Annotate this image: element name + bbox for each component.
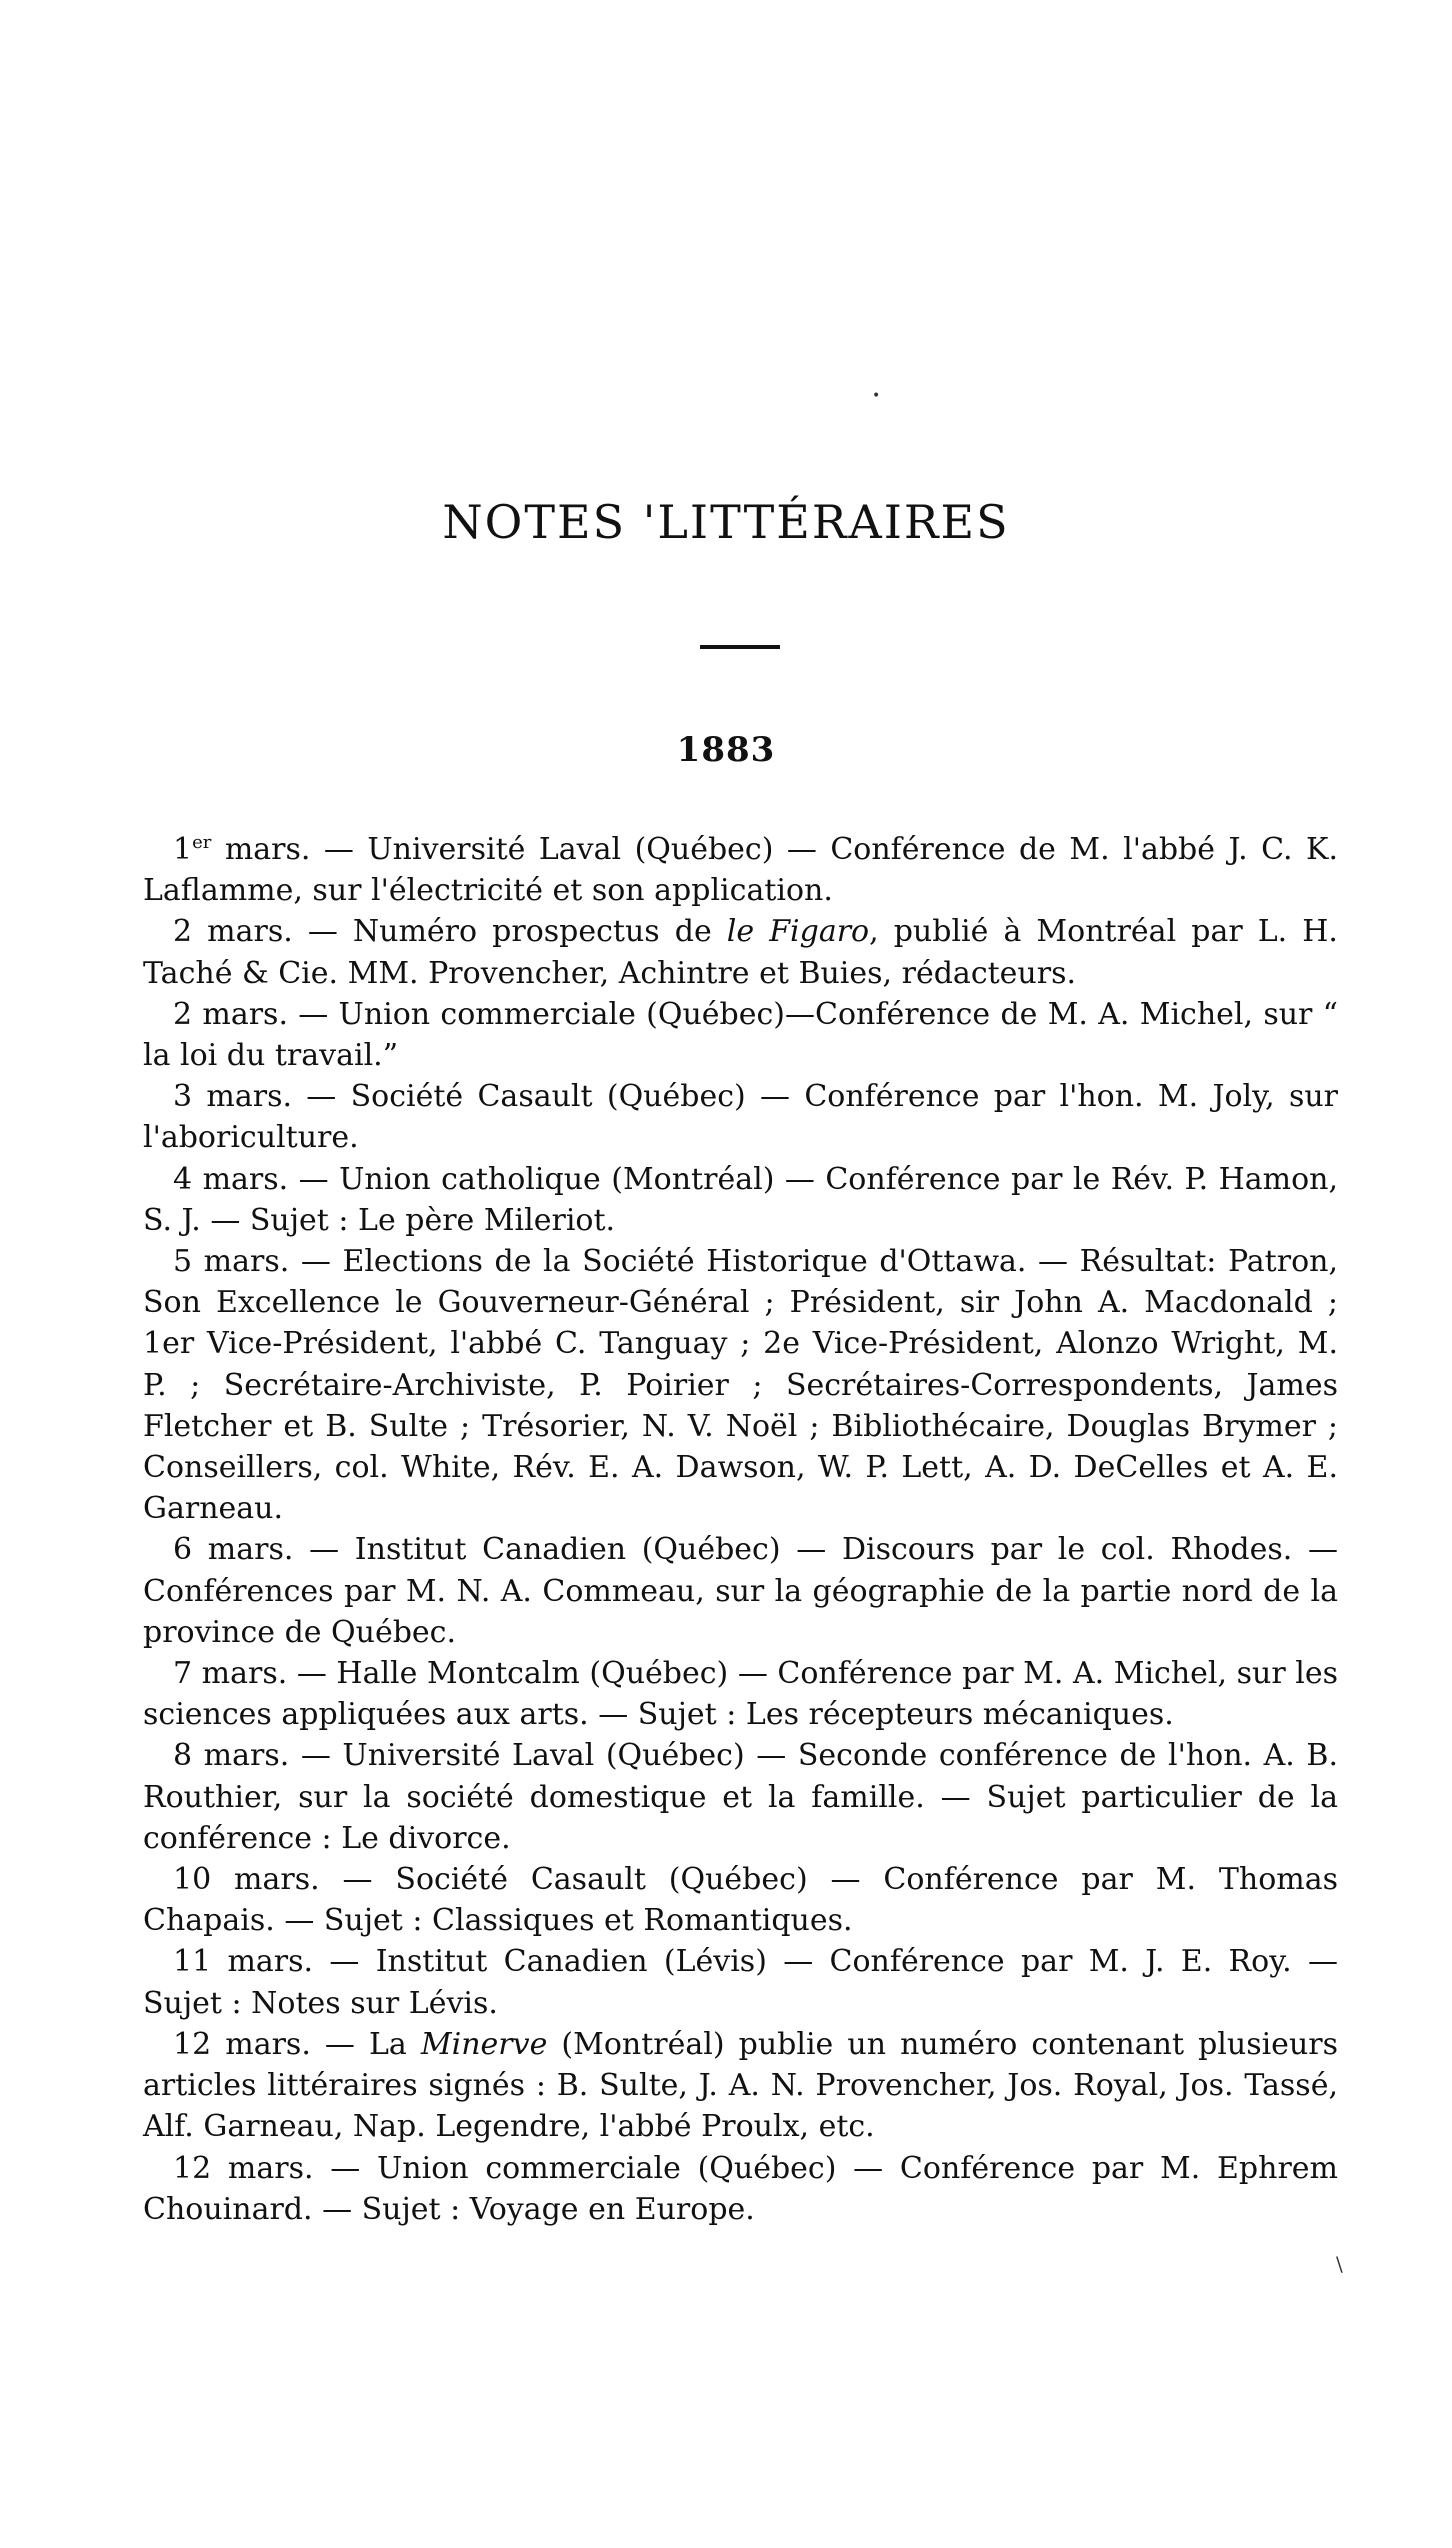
entry-item <box>143 822 1338 911</box>
entry-date: 4 mars. <box>173 1161 289 1197</box>
entry-item <box>143 1735 1338 1859</box>
entry-text: — Institut Canadien (Lévis) — Conférence par M. J. E. Roy. — Sujet : Notes sur Lévis. <box>143 1944 1338 2021</box>
entry-text: — Union commerciale (Québec) — Conférence par M. Ephrem Chouinard. — Sujet : Voyage en Europe. <box>143 2150 1338 2227</box>
entry-item <box>143 1529 1338 1653</box>
entry-date: 3 mars. <box>173 1079 292 1115</box>
entry-item <box>143 1159 1338 1241</box>
entry-text: — Société Casault (Québec) — Conférence par l'hon. M. Joly, sur l'aboriculture. <box>143 1079 1338 1156</box>
entries-list <box>143 822 1338 2230</box>
entry-date: 12 mars. <box>173 2150 314 2186</box>
entry-text: — Halle Montcalm (Québec) — Conférence par M. A. Michel, sur les sciences appliquées aux arts. — Sujet : Les récepteurs mécaniques. <box>143 1656 1338 1733</box>
entry-date: 1er mars. <box>173 832 311 867</box>
entry-text: — Numéro prospectus de <box>292 914 727 950</box>
entry-date: 5 mars. <box>173 1244 290 1280</box>
entry-item <box>143 1076 1338 1158</box>
stray-mark: • <box>872 388 881 404</box>
entry-item <box>143 2024 1338 2148</box>
entry-text: , publié à Montréal par L. H. Taché & Cie. MM. Provencher, Achintre et Buies, rédacteurs. <box>143 914 1338 991</box>
entry-date: 11 mars. <box>173 1944 314 1980</box>
entry-date: 12 mars. <box>173 2026 311 2062</box>
title-rule <box>700 645 780 649</box>
entry-text: (Montréal) publie un numéro contenant plusieurs articles littéraires signés : B. Sulte, J. A. N. Provencher, Jos. Royal, Jos. Tassé, Alf. Garneau, Nap. Legendre, l'abbé Proulx, etc. <box>143 2026 1338 2145</box>
entry-date: 8 mars. <box>173 1738 290 1774</box>
stray-mark: \ <box>1336 2252 1343 2276</box>
entry-item <box>143 1653 1338 1735</box>
entry-italic-title: Minerve <box>420 2026 548 2062</box>
entry-text: — Union commerciale (Québec)—Conférence de M. A. Michel, sur “ la loi du travail.” <box>143 996 1339 1074</box>
entry-item <box>143 1241 1338 1529</box>
entry-italic-title: le Figaro <box>726 914 870 950</box>
entry-item <box>143 1941 1338 2023</box>
entry-text: — Elections de la Société Historique d'Ottawa. — Résultat: Patron, Son Excellence le Gouverneur-Général ; Président, sir John A. Macdonald ; 1er Vice-Président, l'abbé C. Tanguay ; 2e Vice-Président, Alonzo Wright, M. P. ; Secrétaire-Archiviste, P. Poirier ; Secrétaires-Correspondents, James Fletcher et B. Sulte ; Trésorier, N. V. Noël ; Bibliothécaire, Douglas Brymer ; Conseillers, col. White, Rév. E. A. Dawson, W. P. Lett, A. D. DeCelles et A. E. Garneau. <box>143 1244 1338 1527</box>
entry-text: — La <box>310 2026 421 2062</box>
entry-item <box>143 1859 1338 1941</box>
entry-date: 10 mars. <box>173 1862 320 1898</box>
entry-item <box>143 2148 1338 2230</box>
entry-text: — Université Laval (Québec) — Conférence de M. l'abbé J. C. K. Laflamme, sur l'électricité et son application. <box>143 832 1338 909</box>
entry-item <box>143 911 1338 993</box>
entry-date-superscript: er <box>192 832 212 853</box>
year-heading: 1883 <box>676 730 776 770</box>
entry-text: — Société Casault (Québec) — Conférence par M. Thomas Chapais. — Sujet : Classiques et Romantiques. <box>143 1862 1338 1939</box>
entry-date: 2 mars. <box>173 914 293 950</box>
entry-text: — Institut Canadien (Québec) — Discours par le col. Rhodes. — Conférences par M. N. A. Commeau, sur la géographie de la partie nord de la province de Québec. <box>143 1532 1338 1650</box>
page-title: NOTES 'LITTÉRAIRES <box>442 495 1010 549</box>
entry-date: 6 mars. <box>173 1532 294 1568</box>
entry-text: — Université Laval (Québec) — Seconde conférence de l'hon. A. B. Routhier, sur la société domestique et la famille. — Sujet particulier de la conférence : Le divorce. <box>143 1738 1338 1856</box>
entry-date: 7 mars. <box>173 1656 288 1692</box>
entry-item <box>143 994 1338 1076</box>
entry-date: 2 mars. <box>173 996 288 1032</box>
entry-text: — Union catholique (Montréal) — Conférence par le Rév. P. Hamon, S. J. — Sujet : Le père Mileriot. <box>143 1161 1338 1238</box>
